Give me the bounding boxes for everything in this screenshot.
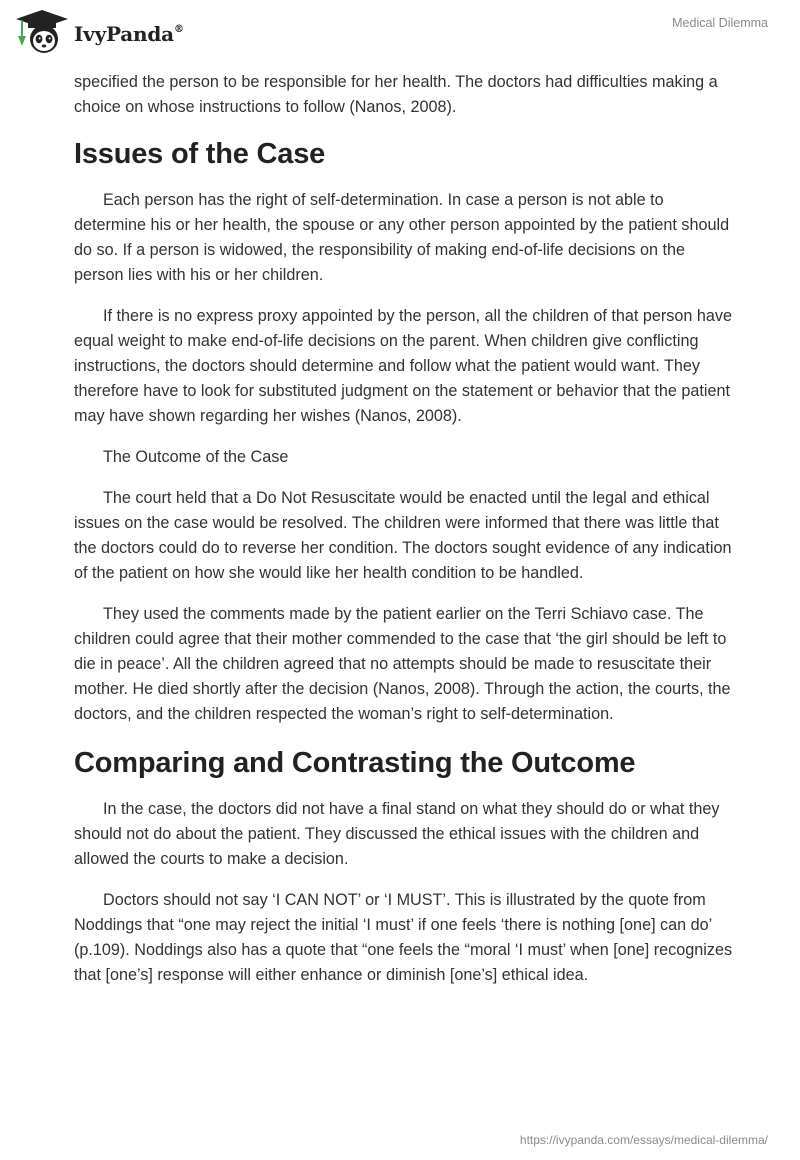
paragraph: In the case, the doctors did not have a final stand on what they should do or what they should not do about the patient. They discussed the ethical issues with the children and allowed the courts to make a decision. bbox=[74, 800, 720, 868]
paragraph: If there is no express proxy appointed by the person, all the children of that person have equal weight to make end-of-life decisions on the parent. When children give conflicting instructions, the doctors should determine and follow what the patient would want. They therefore have to look for substituted judgment on the statement or behavior that the patient may have shown regarding her wishes (Nanos, 2008). bbox=[74, 307, 732, 425]
site-logo[interactable] bbox=[14, 8, 184, 56]
logo-wordmark: IvyPanda® bbox=[74, 22, 184, 46]
essay-content bbox=[74, 70, 734, 1004]
section-heading-comparing: Comparing and Contrasting the Outcome bbox=[74, 747, 636, 779]
paragraph: Each person has the right of self-determination. In case a person is not able to determine his or her health, the spouse or any other person appointed by the patient should do so. If a person is widowed, the responsibility of making end-of-life decisions on the person lies with his or her children. bbox=[74, 191, 730, 284]
paragraph: Doctors should not say ‘I CAN NOT’ or ‘I MUST’. This is illustrated by the quote from Noddings that “one may reject the initial ‘I must’ if one feels ‘there is nothing [one] can do’ (p.109). Noddings also has a quote that “one feels the “moral ‘I must’ when [one] recognizes that [one’s] response will either enhance or diminish [one’s] ethical idea. bbox=[74, 891, 733, 984]
section-heading-issues: Issues of the Case bbox=[74, 138, 326, 170]
subheading-outcome: The Outcome of the Case bbox=[103, 448, 289, 466]
paragraph: The court held that a Do Not Resuscitate would be enacted until the legal and ethical issues on the case would be resolved. The children were informed that there was little that the doctors could do to reverse her condition. The doctors sought evidence of any indication of the patient on how she would like her health condition to be handled. bbox=[74, 489, 732, 582]
paragraph: specified the person to be responsible for her health. The doctors had difficulties making a choice on whose instructions to follow (Nanos, 2008). bbox=[74, 73, 718, 116]
source-url[interactable]: https://ivypanda.com/essays/medical-dilemma/ bbox=[519, 1133, 768, 1147]
document-title: Medical Dilemma bbox=[672, 16, 768, 30]
panda-graduate-icon bbox=[14, 8, 70, 56]
paragraph: They used the comments made by the patient earlier on the Terri Schiavo case. The children could agree that their mother commended to the case that ‘the girl should be left to die in peace’. All the children agreed that no attempts should be made to resuscitate their mother. He died shortly after the decision (Nanos, 2008). Through the action, the courts, the doctors, and the children respected the woman’s right to self-determination. bbox=[74, 605, 731, 723]
